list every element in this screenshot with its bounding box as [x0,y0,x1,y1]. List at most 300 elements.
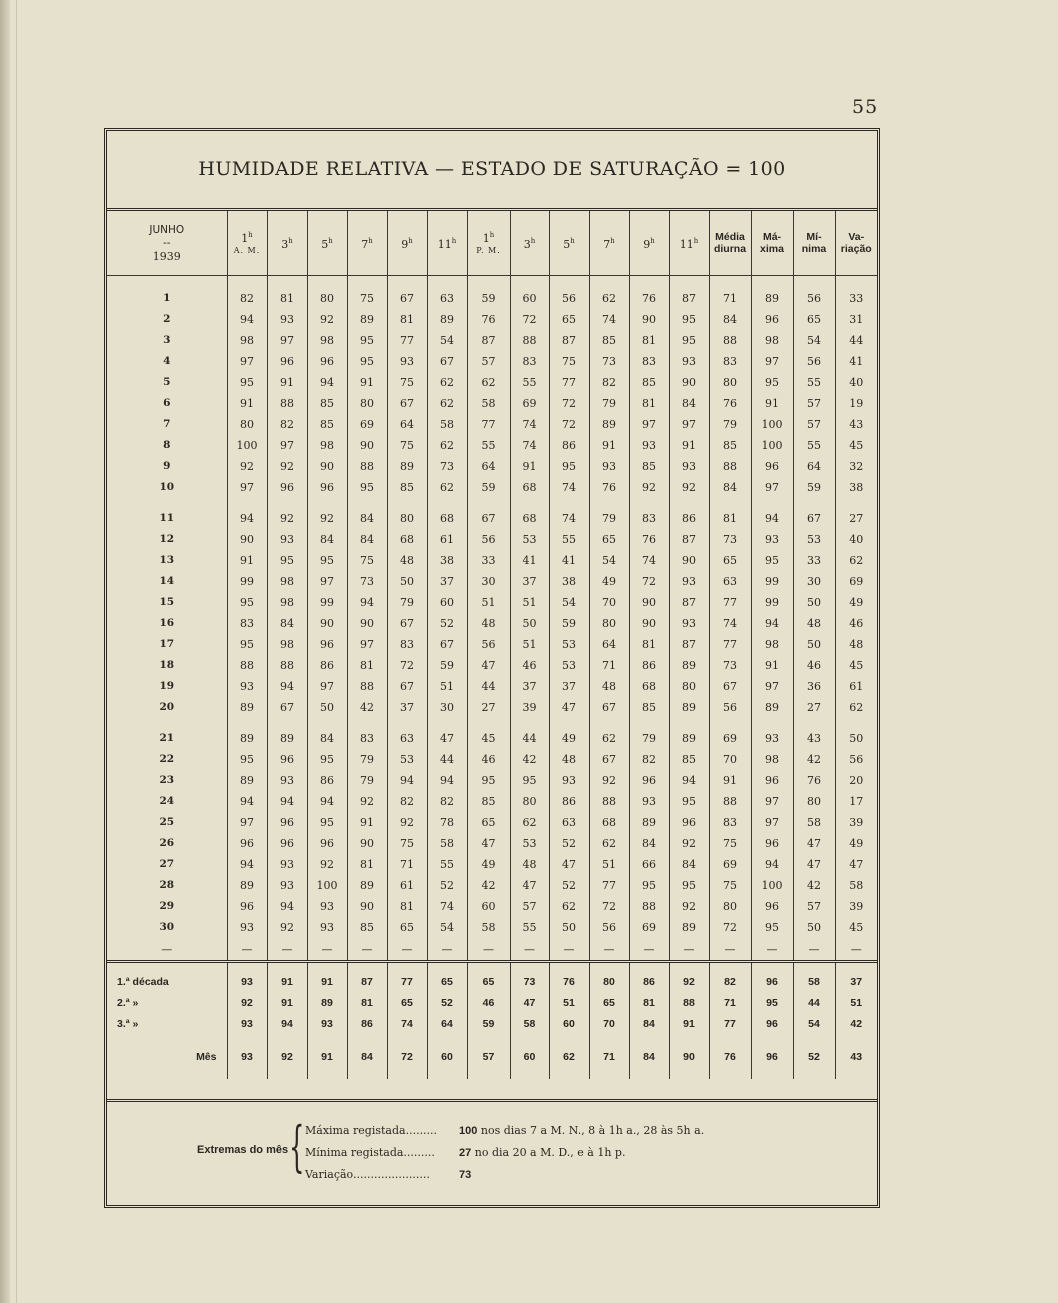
value-cell: 67 [427,634,467,655]
value-cell: 99 [751,571,793,592]
value-cell: 62 [427,477,467,498]
value-cell: 51 [427,676,467,697]
value-cell: 86 [307,655,347,676]
value-cell: 76 [629,288,669,309]
extremes-label: Extremas do mês [197,1144,289,1156]
value-cell: 76 [589,477,629,498]
value-cell: 66 [629,854,669,875]
value-cell: 45 [849,921,864,934]
value-cell: 83 [629,351,669,372]
dash-cell: — [387,938,427,962]
summary-value: 91 [307,971,347,992]
value-cell: 89 [669,697,709,718]
value-cell: 81 [347,655,387,676]
value-cell: 95 [669,875,709,896]
value-cell: 55 [510,372,549,393]
value-cell: 81 [267,288,307,309]
table-row [107,571,877,592]
month-value: 52 [793,1046,835,1067]
page-binding-edge [0,0,10,1303]
summary-value: 96 [751,1013,793,1034]
value-cell: 65 [467,812,510,833]
value-cell: 80 [510,791,549,812]
table-row [107,749,877,770]
value-cell: 76 [709,393,751,414]
value-cell: 70 [709,749,751,770]
value-cell: 91 [347,372,387,393]
day-cell: 2 [107,309,227,330]
value-cell: 97 [307,676,347,697]
value-cell: 90 [669,372,709,393]
value-cell: 77 [709,592,751,613]
table-row [107,613,877,634]
value-cell: 50 [307,697,347,718]
value-cell: 97 [227,351,267,372]
day-cell: 18 [107,655,227,676]
value-cell: 90 [227,529,267,550]
summary-value: 77 [709,1013,751,1034]
value-cell: 71 [589,655,629,676]
header-time-7: 3$^h$ [510,211,549,276]
value-cell: 62 [849,554,864,567]
value-cell: 79 [387,592,427,613]
value-cell: 75 [387,372,427,393]
value-cell: 90 [629,309,669,330]
value-cell: 89 [347,309,387,330]
value-cell: 43 [849,418,864,431]
table-row [107,917,877,938]
value-cell: 76 [793,770,835,791]
value-cell: 95 [629,875,669,896]
table-row [107,791,877,812]
extremes-min-text: no dia 20 a M. D., e à 1h p. [471,1146,626,1159]
header-time-5: 11$^h$ [427,211,467,276]
value-cell: 93 [227,917,267,938]
value-cell: 82 [387,791,427,812]
value-cell: 68 [427,508,467,529]
brace-icon: { [289,1115,305,1178]
value-cell: 58 [427,833,467,854]
value-cell: 97 [669,414,709,435]
value-cell: 89 [669,917,709,938]
value-cell: 71 [387,854,427,875]
dash-cell: — [307,938,347,962]
value-cell: 98 [227,330,267,351]
value-cell: 68 [629,676,669,697]
value-cell: 59 [467,288,510,309]
day-cell: 24 [107,791,227,812]
value-cell: 81 [387,896,427,917]
value-cell: 74 [629,550,669,571]
value-cell: 79 [589,508,629,529]
value-cell: 94 [427,770,467,791]
value-cell: 57 [793,414,835,435]
dash-cell: — [589,938,629,962]
extremes-max-value: 100 [459,1125,478,1137]
value-cell: 52 [427,613,467,634]
value-cell: 63 [427,288,467,309]
value-cell: 91 [227,393,267,414]
table-row [107,697,877,718]
value-cell: 96 [751,309,793,330]
value-cell: 47 [510,875,549,896]
value-cell: 74 [549,508,589,529]
value-cell: 65 [793,309,835,330]
value-cell: 27 [467,697,510,718]
value-cell: 94 [267,896,307,917]
value-cell: 75 [709,833,751,854]
month-value: 60 [427,1046,467,1067]
value-cell: 84 [347,508,387,529]
value-cell: 55 [467,435,510,456]
value-cell: 83 [629,508,669,529]
value-cell: 42 [347,697,387,718]
value-cell: 33 [849,292,864,305]
value-cell: 48 [510,854,549,875]
dash-cell: — [427,938,467,962]
value-cell: 60 [427,592,467,613]
day-cell: 9 [107,456,227,477]
month-value: 62 [549,1046,589,1067]
value-cell: 91 [669,435,709,456]
table-row [107,896,877,917]
value-cell: 92 [227,456,267,477]
value-cell: 79 [589,393,629,414]
value-cell: 61 [427,529,467,550]
value-cell: 90 [347,435,387,456]
value-cell: 92 [307,508,347,529]
value-cell: 96 [751,896,793,917]
value-cell: 95 [751,917,793,938]
value-cell: 91 [751,655,793,676]
summary-value: 93 [307,1013,347,1034]
value-cell: 50 [793,634,835,655]
value-cell: 47 [549,854,589,875]
month-label: Mês [107,1046,227,1067]
value-cell: 79 [347,770,387,791]
header-row [107,211,877,276]
summary-value: 76 [549,971,589,992]
value-cell: 47 [467,833,510,854]
value-cell: 82 [267,414,307,435]
day-cell: 30 [107,917,227,938]
value-cell: 93 [227,676,267,697]
summary-value: 91 [267,971,307,992]
value-cell: 96 [629,770,669,791]
value-cell: 92 [669,833,709,854]
value-cell: 93 [629,791,669,812]
table-row [107,550,877,571]
value-cell: 44 [510,728,549,749]
value-cell: 95 [751,372,793,393]
value-cell: 80 [709,372,751,393]
extremes-section [107,1099,877,1205]
summary-value: 64 [427,1013,467,1034]
value-cell: 55 [549,529,589,550]
day-cell: 12 [107,529,227,550]
value-cell: 92 [307,309,347,330]
value-cell: 46 [510,655,549,676]
value-cell: 93 [267,854,307,875]
summary-value: 89 [307,992,347,1013]
value-cell: 44 [427,749,467,770]
value-cell: 51 [467,592,510,613]
value-cell: 92 [629,477,669,498]
value-cell: 64 [467,456,510,477]
value-cell: 79 [709,414,751,435]
value-cell: 46 [467,749,510,770]
value-cell: 95 [510,770,549,791]
value-cell: 72 [549,414,589,435]
value-cell: 85 [589,330,629,351]
value-cell: 72 [629,571,669,592]
value-cell: 67 [267,697,307,718]
value-cell: 51 [510,592,549,613]
value-cell: 67 [467,508,510,529]
dash-cell: — [467,938,510,962]
header-year: 1939 [152,249,181,263]
value-cell: 77 [709,634,751,655]
header-time-2: 5$^h$ [307,211,347,276]
value-cell: 98 [267,592,307,613]
humidity-table [107,211,877,1079]
value-cell: 48 [549,749,589,770]
month-value: 90 [669,1046,709,1067]
value-cell: 53 [387,749,427,770]
value-cell: 94 [347,592,387,613]
summary-value: 73 [510,971,549,992]
value-cell: 70 [589,592,629,613]
value-cell: 97 [751,791,793,812]
value-cell: 72 [549,393,589,414]
value-cell: 90 [347,896,387,917]
decade-summary-row [107,971,877,992]
value-cell: 52 [427,875,467,896]
title-row [107,131,877,211]
value-cell: 94 [227,854,267,875]
value-cell: 85 [669,749,709,770]
value-cell: 45 [849,439,864,452]
summary-value: 93 [227,1013,267,1034]
value-cell: 80 [307,288,347,309]
value-cell: 86 [549,791,589,812]
value-cell: 79 [629,728,669,749]
value-cell: 49 [849,596,864,609]
value-cell: 87 [669,288,709,309]
value-cell: 97 [751,812,793,833]
value-cell: 68 [589,812,629,833]
value-cell: 95 [307,812,347,833]
value-cell: 96 [307,833,347,854]
value-cell: 94 [751,613,793,634]
value-cell: 62 [427,435,467,456]
value-cell: 48 [793,613,835,634]
value-cell: 95 [549,456,589,477]
table-row [107,833,877,854]
value-cell: 94 [227,791,267,812]
value-cell: 100 [751,875,793,896]
value-cell: 30 [793,571,835,592]
value-cell: 95 [267,550,307,571]
value-cell: 58 [467,393,510,414]
value-cell: 57 [793,393,835,414]
summary-value: 59 [467,1013,510,1034]
value-cell: 92 [267,508,307,529]
value-cell: 65 [709,550,751,571]
value-cell: 94 [751,508,793,529]
value-cell: 81 [709,508,751,529]
value-cell: 84 [629,833,669,854]
value-cell: 44 [467,676,510,697]
value-cell: 99 [227,571,267,592]
header-media: Média diurna [709,211,751,276]
value-cell: 47 [427,728,467,749]
value-cell: 85 [307,414,347,435]
value-cell: 81 [629,634,669,655]
value-cell: 88 [709,330,751,351]
value-cell: 54 [427,330,467,351]
value-cell: 95 [669,791,709,812]
summary-value: 86 [629,971,669,992]
value-cell: 52 [549,875,589,896]
table-row [107,309,877,330]
value-cell: 54 [549,592,589,613]
day-cell: 28 [107,875,227,896]
value-cell: 93 [629,435,669,456]
value-cell: 99 [307,592,347,613]
value-cell: 40 [849,376,864,389]
value-cell: 47 [793,854,835,875]
value-cell: 96 [307,351,347,372]
value-cell: 89 [227,770,267,791]
value-cell: 57 [467,351,510,372]
value-cell: 89 [751,288,793,309]
value-cell: 94 [669,770,709,791]
value-cell: 85 [629,372,669,393]
header-time-0: 1$^h$ A. M. [227,211,267,276]
value-cell: 91 [510,456,549,477]
value-cell: 73 [589,351,629,372]
value-cell: 93 [549,770,589,791]
value-cell: 37 [549,676,589,697]
summary-value: 77 [387,971,427,992]
value-cell: 55 [793,372,835,393]
month-value: 84 [629,1046,669,1067]
value-cell: 87 [669,634,709,655]
value-cell: 41 [849,355,864,368]
value-cell: 46 [849,617,864,630]
value-cell: 90 [629,592,669,613]
summary-value: 92 [227,992,267,1013]
table-row [107,456,877,477]
summary-value: 46 [467,992,510,1013]
day-cell: 8 [107,435,227,456]
value-cell: 88 [267,655,307,676]
page-title: HUMIDADE RELATIVA — ESTADO DE SATURAÇÃO = 100 [198,158,786,180]
value-cell: 37 [510,571,549,592]
value-cell: 56 [793,351,835,372]
value-cell: 94 [227,309,267,330]
month-value: 72 [387,1046,427,1067]
value-cell: 85 [467,791,510,812]
value-cell: 95 [669,309,709,330]
summary-value: 82 [709,971,751,992]
value-cell: 56 [467,634,510,655]
value-cell: 74 [510,414,549,435]
extremes-max-label: Máxima registada......... [305,1124,438,1137]
value-cell: 74 [709,613,751,634]
value-cell: 72 [589,896,629,917]
day-cell: 17 [107,634,227,655]
value-cell: 53 [510,529,549,550]
day-cell: 5 [107,372,227,393]
value-cell: 92 [669,477,709,498]
value-cell: 75 [387,833,427,854]
value-cell: 90 [629,613,669,634]
decade-label: 2.ª » [107,992,227,1013]
month-value: 84 [347,1046,387,1067]
table-row [107,435,877,456]
value-cell: 74 [427,896,467,917]
value-cell: 86 [549,435,589,456]
value-cell: 19 [849,397,864,410]
value-cell: 42 [510,749,549,770]
value-cell: 80 [589,613,629,634]
value-cell: 94 [267,791,307,812]
value-cell: 84 [307,529,347,550]
value-cell: 87 [467,330,510,351]
value-cell: 63 [549,812,589,833]
value-cell: 67 [709,676,751,697]
value-cell: 97 [267,435,307,456]
value-cell: 59 [467,477,510,498]
value-cell: 88 [709,791,751,812]
value-cell: 93 [267,529,307,550]
value-cell: 90 [307,613,347,634]
value-cell: 93 [589,456,629,477]
day-cell: 13 [107,550,227,571]
header-month-name: JUNHO [149,223,185,236]
value-cell: 92 [267,456,307,477]
value-cell: 73 [427,456,467,477]
value-cell: 96 [227,896,267,917]
value-cell: 84 [669,854,709,875]
value-cell: 95 [307,550,347,571]
table-frame [104,128,880,1208]
value-cell: 96 [267,351,307,372]
value-cell: 83 [347,728,387,749]
value-cell: 98 [307,435,347,456]
value-cell: 96 [267,477,307,498]
value-cell: 46 [793,655,835,676]
value-cell: 53 [510,833,549,854]
header-dash: -- [162,236,171,249]
value-cell: 75 [709,875,751,896]
summary-value: 84 [629,1013,669,1034]
value-cell: 96 [267,812,307,833]
value-cell: 74 [510,435,549,456]
value-cell: 27 [849,512,864,525]
value-cell: 56 [589,917,629,938]
value-cell: 97 [751,477,793,498]
value-cell: 97 [347,634,387,655]
value-cell: 48 [849,638,864,651]
value-cell: 87 [669,592,709,613]
value-cell: 97 [227,477,267,498]
value-cell: 81 [347,854,387,875]
extremes-min-label: Mínima registada......... [305,1146,435,1159]
header-month [107,211,227,276]
